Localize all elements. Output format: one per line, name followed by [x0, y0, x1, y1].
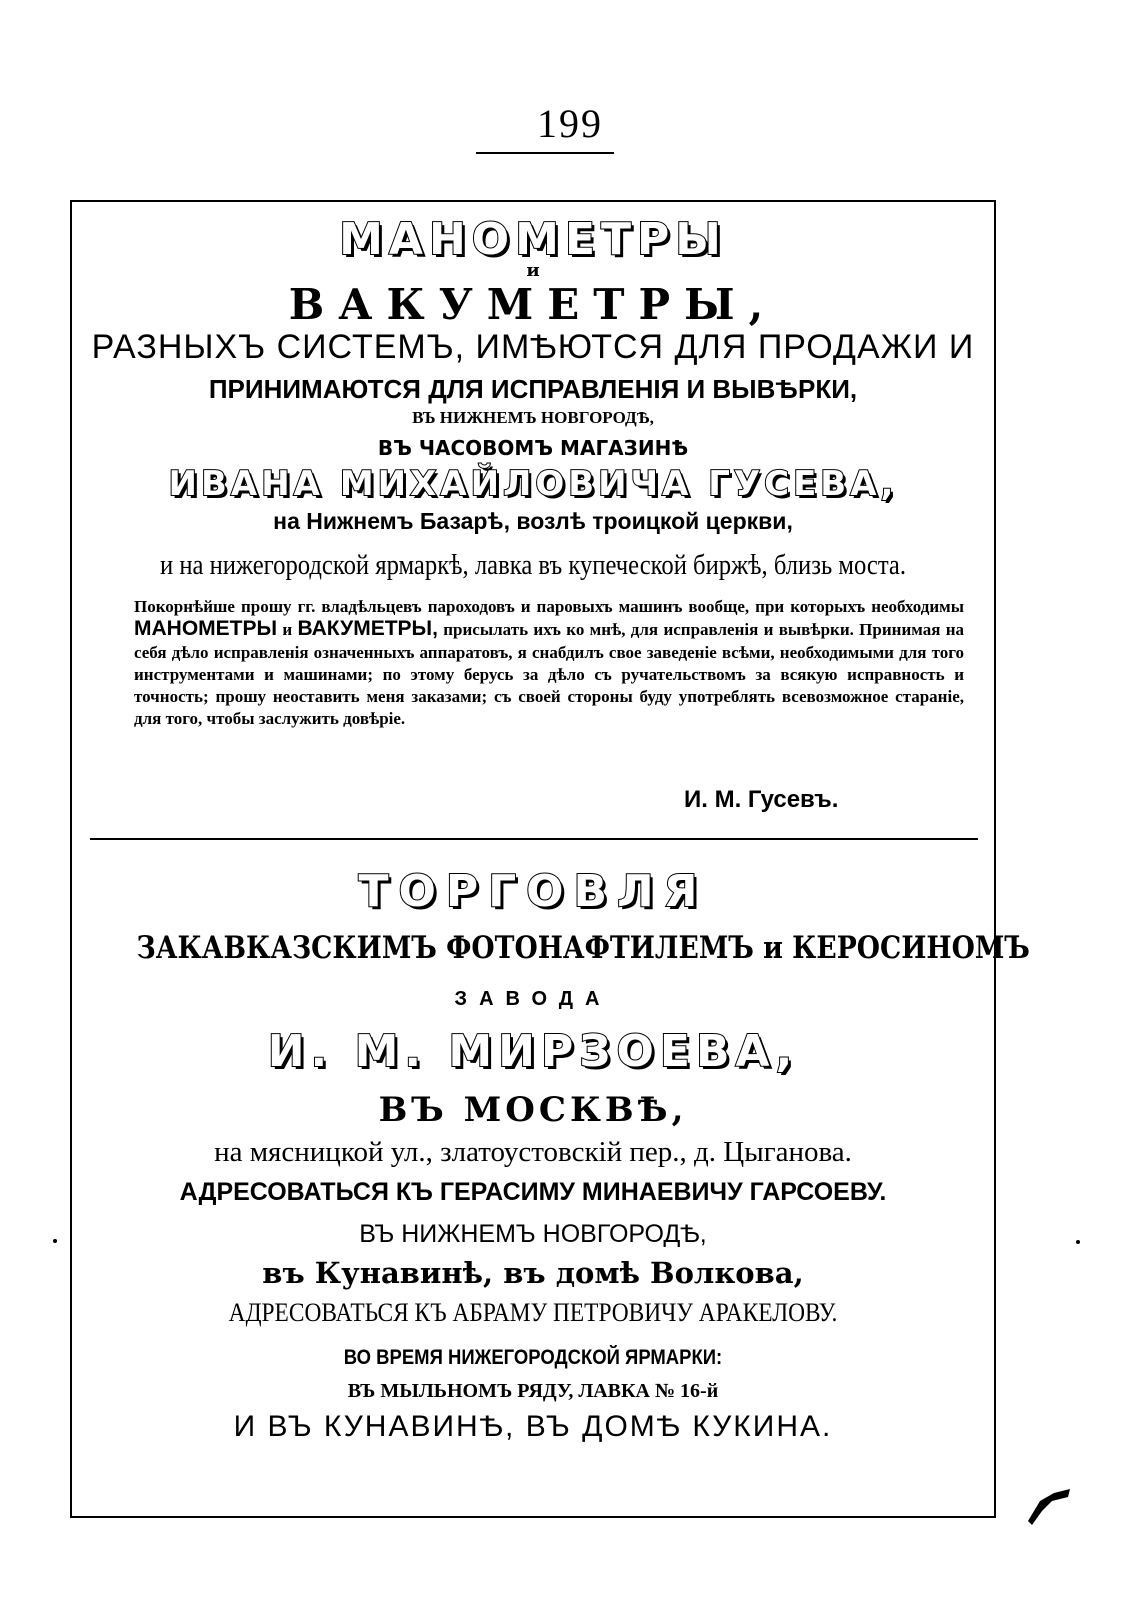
- ad2-line-street: на мясницкой ул., златоустовскій пер., д. Цыганова.: [214, 1136, 852, 1168]
- ad1-line-shop: ВЪ ЧАСОВОМЪ МАГАЗИНѢ: [377, 436, 689, 460]
- section-divider: [90, 838, 978, 840]
- ad1-body-and: и: [282, 620, 293, 640]
- advertisement-frame: [70, 200, 1030, 1518]
- ad2-line-kerosene: ЗАКАВКАЗСКИМЪ ФОТОНАФТИЛЕМЪ и КЕРОСИНОМЪ: [136, 930, 1030, 966]
- ad2-line-nizhny: ВЪ НИЖНЕМЪ НОВГОРОДѢ,: [359, 1220, 707, 1248]
- ad1-owner-name: ИВАНА МИХАЙЛОВИЧА ГУСЕВА,: [168, 464, 898, 504]
- ad1-line-fair: и на нижегородской ярмаркѣ, лавка въ купеческой биржѣ, близь моста.: [159, 550, 906, 581]
- ad2-line-fair-time: ВО ВРЕМЯ НИЖЕГОРОДСКОЙ ЯРМАРКИ:: [343, 1346, 723, 1369]
- ad1-body-paragraph: [134, 596, 964, 731]
- page-number-rule: [476, 152, 614, 154]
- ad2-line-kunavino: въ Кунавинѣ, въ домѣ Волкова,: [262, 1256, 804, 1290]
- ad2-line-contact1: АДРЕСОВАТЬСЯ КЪ ГЕРАСИМУ МИНАЕВИЧУ ГАРСОЕВУ.: [179, 1178, 887, 1206]
- ad2-line-moscow: ВЪ МОСКВѢ,: [378, 1090, 688, 1130]
- ad1-signature: И. М. Гусевъ.: [684, 786, 839, 813]
- ad1-body-manometry: МАНОМЕТРЫ: [134, 617, 278, 641]
- page-number: 199: [537, 101, 603, 146]
- ad1-line-bazaar: на Нижнемъ Базарѣ, возлѣ троицкой церкви,: [273, 508, 793, 534]
- ad2-title: ТОРГОВЛЯ: [358, 866, 708, 917]
- scan-speck: [1076, 1240, 1080, 1244]
- ink-blot-icon: [1024, 1487, 1074, 1527]
- scan-speck: [53, 1239, 57, 1243]
- ad1-line-city: ВЪ НИЖНЕМЪ НОВГОРОДѢ,: [412, 408, 654, 427]
- ad2-line-factory: ЗАВОДА: [454, 988, 612, 1010]
- ad1-body-rest: присылать ихъ ко мнѣ, для исправленія и вывѣрки. Принимая на себя дѣло исправленія означенныхъ аппаратовъ, я снабдилъ свое заведеніе всѣми, необходимыми для того инструментами и машинами; по этому берусь за дѣло съ ручательствомъ за всякую исправность и точность; прошу неоставить меня заказами; съ своей стороны буду употреблять всевозможное стараніе, для того, чтобы заслужить довѣріе.: [134, 620, 965, 729]
- ad1-line-repair: ПРИНИМАЮТСЯ ДЛЯ ИСПРАВЛЕНІЯ И ВЫВѢРКИ,: [208, 374, 858, 404]
- ad1-conjunction: и: [526, 260, 540, 281]
- ad2-owner-name: И. М. МИРЗОЕВА,: [267, 1026, 799, 1077]
- ad2-line-soap-row: ВЪ МЫЛЬНОМЪ РЯДУ, ЛАВКА № 16-й: [347, 1380, 719, 1402]
- ad1-body-vakumetry: ВАКУМЕТРЫ,: [297, 617, 438, 641]
- ad1-line-systems: РАЗНЫХЪ СИСТЕМЪ, ИМѢЮТСЯ ДЛЯ ПРОДАЖИ И: [91, 328, 975, 366]
- ad2-line-contact2: АДРЕСОВАТЬСЯ КЪ АБРАМУ ПЕТРОВИЧУ АРАКЕЛОВУ.: [228, 1298, 838, 1327]
- ad1-body-start: Покорнѣйше прошу гг. владѣльцевъ пароходовъ и паровыхъ машинъ вообще, при которыхъ необходимы: [134, 597, 964, 616]
- ad1-title2: ВАКУМЕТРЫ,: [288, 280, 778, 329]
- ad2-line-kukin: И ВЪ КУНАВИНѢ, ВЪ ДОМѢ КУКИНА.: [233, 1410, 833, 1443]
- ad1-title: МАНОМЕТРЫ: [339, 214, 727, 265]
